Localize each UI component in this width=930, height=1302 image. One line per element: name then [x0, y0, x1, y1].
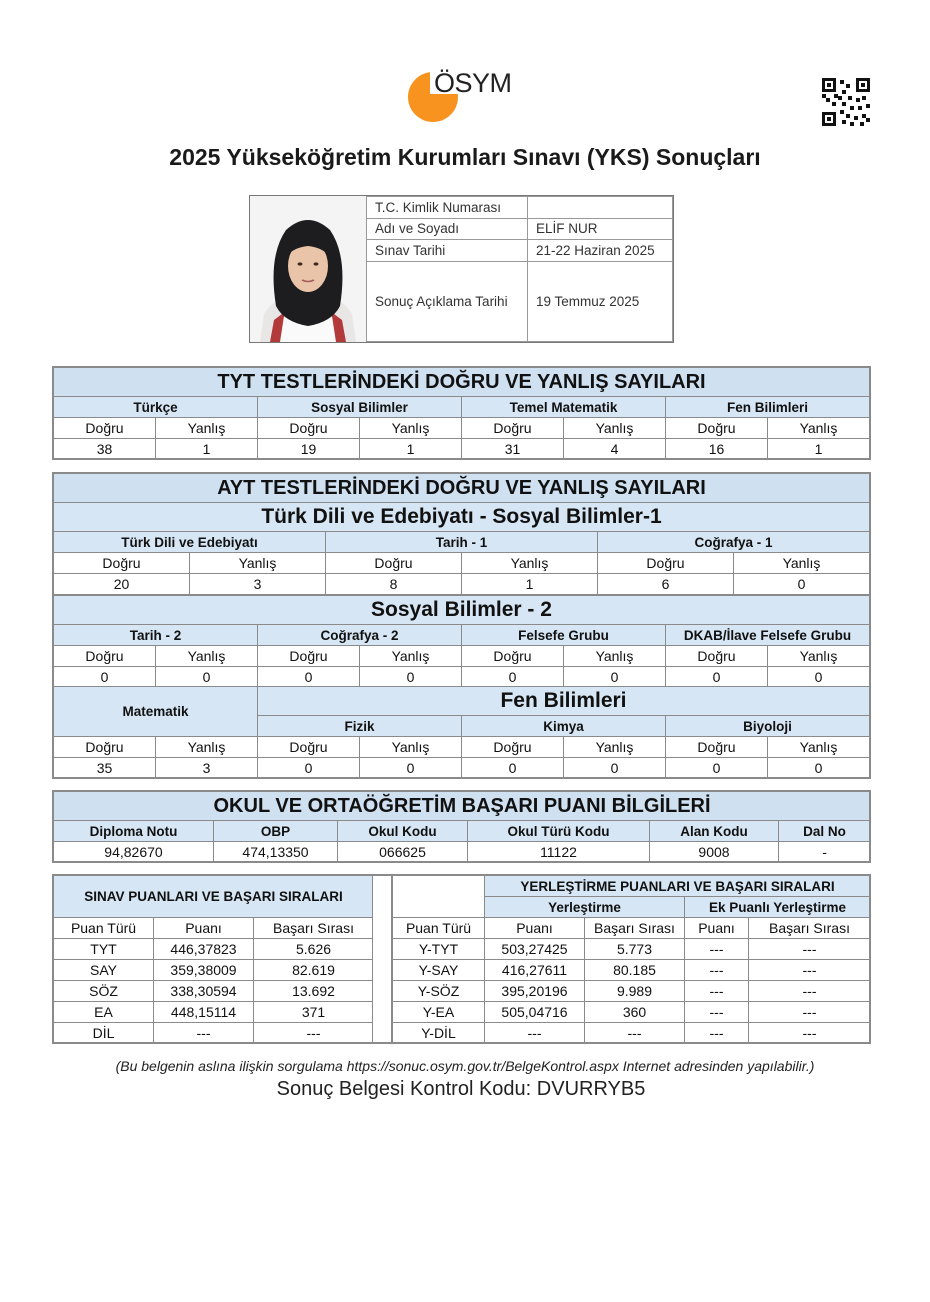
ayt-sos2-table — [53, 595, 870, 688]
extra-rank: --- — [749, 939, 871, 960]
tde-value: 3 — [190, 574, 326, 595]
dogru-label: Doğru — [462, 418, 564, 439]
yanlis-label: Yanlış — [156, 737, 258, 758]
yanlis-label: Yanlış — [564, 737, 666, 758]
logo-text: ÖSYM — [434, 68, 512, 98]
mat-title: Matematik — [54, 687, 258, 737]
tyt-title: TYT TESTLERİNDEKİ DOĞRU VE YANLIŞ SAYILARI — [54, 368, 870, 397]
fen-subject: Kimya — [462, 716, 666, 737]
score-rank: 5.626 — [254, 939, 374, 960]
tyt-table — [53, 367, 870, 460]
sos2-value: 0 — [156, 667, 258, 688]
tde-value: 20 — [54, 574, 190, 595]
placement-type: Y-TYT — [393, 939, 485, 960]
control-code: Sonuç Belgesi Kontrol Kodu: DVURRYB5 — [276, 1078, 646, 1100]
placement-sub2: Ek Puanlı Yerleştirme — [685, 897, 871, 918]
score-value: 446,37823 — [154, 939, 254, 960]
score-type: SAY — [54, 960, 154, 981]
id-label: T.C. Kimlik Numarası — [367, 197, 528, 219]
scores-title: SINAV PUANLARI VE BAŞARI SIRALARI — [54, 876, 374, 918]
sos2-subject: Coğrafya - 2 — [258, 625, 462, 646]
sos2-value: 0 — [360, 667, 462, 688]
dogru-label: Doğru — [54, 737, 156, 758]
score-rank: 371 — [254, 1002, 374, 1023]
fen-subject: Fizik — [258, 716, 462, 737]
table-row — [393, 960, 871, 981]
mf-value: 0 — [258, 758, 360, 779]
school-code-value: 066625 — [338, 842, 468, 863]
exam-date-label: Sınav Tarihi — [367, 240, 528, 262]
table-row — [54, 1002, 374, 1023]
yanlis-label: Yanlış — [734, 553, 870, 574]
identity-box — [249, 195, 674, 343]
identity-row — [367, 197, 673, 219]
tyt-subject: Temel Matematik — [462, 397, 666, 418]
score-type: TYT — [54, 939, 154, 960]
exam-scores-table — [53, 875, 374, 1044]
score-value: 359,38009 — [154, 960, 254, 981]
identity-row — [367, 262, 673, 342]
yanlis-label: Yanlış — [768, 646, 870, 667]
table-row — [393, 981, 871, 1002]
dogru-label: Doğru — [598, 553, 734, 574]
extra-value: --- — [685, 960, 749, 981]
obp-header: Okul Türü Kodu — [468, 821, 650, 842]
result-date-value: 19 Temmuz 2025 — [528, 262, 673, 342]
dogru-label: Doğru — [258, 418, 360, 439]
tde-value: 0 — [734, 574, 870, 595]
placement-sub1: Yerleştirme — [485, 897, 685, 918]
placement-rank: --- — [585, 1023, 685, 1044]
mf-value: 3 — [156, 758, 258, 779]
table-row — [393, 1023, 871, 1044]
score-value: 338,30594 — [154, 981, 254, 1002]
tde-subject: Türk Dili ve Edebiyatı — [54, 532, 326, 553]
table-row — [54, 1023, 374, 1044]
placement-header: Başarı Sırası — [749, 918, 871, 939]
diploma-value: 94,82670 — [54, 842, 214, 863]
sos2-value: 0 — [666, 667, 768, 688]
placement-title: YERLEŞTİRME PUANLARI VE BAŞARI SIRALARI — [485, 876, 871, 897]
placement-header: Başarı Sırası — [585, 918, 685, 939]
tyt-value: 38 — [54, 439, 156, 460]
mf-value: 0 — [564, 758, 666, 779]
score-value: --- — [154, 1023, 254, 1044]
mf-value: 0 — [768, 758, 870, 779]
sos2-value: 0 — [258, 667, 360, 688]
placement-rank: 5.773 — [585, 939, 685, 960]
mf-value: 35 — [54, 758, 156, 779]
yanlis-label: Yanlış — [156, 646, 258, 667]
yanlis-label: Yanlış — [360, 418, 462, 439]
yanlis-label: Yanlış — [360, 646, 462, 667]
tyt-value: 4 — [564, 439, 666, 460]
dogru-label: Doğru — [326, 553, 462, 574]
ayt-title: AYT TESTLERİNDEKİ DOĞRU VE YANLIŞ SAYILARI — [54, 474, 870, 503]
yanlis-label: Yanlış — [156, 418, 258, 439]
branch-value: - — [779, 842, 871, 863]
obp-header: Dal No — [779, 821, 871, 842]
candidate-photo — [250, 196, 367, 342]
sos2-value: 0 — [54, 667, 156, 688]
exam-date-value: 21-22 Haziran 2025 — [528, 240, 673, 262]
obp-header: Diploma Notu — [54, 821, 214, 842]
placement-type: Y-DİL — [393, 1023, 485, 1044]
obp-table — [53, 791, 871, 863]
scores-header: Puanı — [154, 918, 254, 939]
mf-value: 0 — [360, 758, 462, 779]
sos2-value: 0 — [564, 667, 666, 688]
tde-subject: Tarih - 1 — [326, 532, 598, 553]
placement-header: Puan Türü — [393, 918, 485, 939]
dogru-label: Doğru — [54, 418, 156, 439]
tde-title: Türk Dili ve Edebiyatı - Sosyal Bilimler-1 — [54, 503, 870, 532]
scores-header: Puan Türü — [54, 918, 154, 939]
obp-value: 474,13350 — [214, 842, 338, 863]
obp-header: Alan Kodu — [650, 821, 779, 842]
tyt-value: 1 — [768, 439, 870, 460]
placement-value: 395,20196 — [485, 981, 585, 1002]
dogru-label: Doğru — [462, 737, 564, 758]
extra-value: --- — [685, 981, 749, 1002]
osym-logo — [408, 68, 518, 124]
fen-subject: Biyoloji — [666, 716, 870, 737]
extra-value: --- — [685, 1023, 749, 1044]
placement-header: Puanı — [485, 918, 585, 939]
identity-row — [367, 240, 673, 262]
dogru-label: Doğru — [54, 646, 156, 667]
placement-value: 416,27611 — [485, 960, 585, 981]
extra-value: --- — [685, 939, 749, 960]
dogru-label: Doğru — [258, 737, 360, 758]
placement-header: Puanı — [685, 918, 749, 939]
ayt-tde-table — [53, 473, 870, 595]
tyt-subject: Sosyal Bilimler — [258, 397, 462, 418]
school-type-value: 11122 — [468, 842, 650, 863]
yanlis-label: Yanlış — [768, 737, 870, 758]
tde-subject: Coğrafya - 1 — [598, 532, 870, 553]
table-row — [393, 1002, 871, 1023]
yanlis-label: Yanlış — [768, 418, 870, 439]
obp-header: Okul Kodu — [338, 821, 468, 842]
sos2-subject: DKAB/İlave Felsefe Grubu — [666, 625, 870, 646]
mf-value: 0 — [666, 758, 768, 779]
tyt-value: 19 — [258, 439, 360, 460]
qr-code-icon — [822, 78, 870, 126]
dogru-label: Doğru — [666, 418, 768, 439]
placement-value: --- — [485, 1023, 585, 1044]
dogru-label: Doğru — [258, 646, 360, 667]
table-row — [54, 939, 374, 960]
extra-rank: --- — [749, 981, 871, 1002]
result-date-label: Sonuç Açıklama Tarihi — [367, 262, 528, 342]
name-value: ELİF NUR — [528, 218, 673, 240]
dogru-label: Doğru — [54, 553, 190, 574]
extra-rank: --- — [749, 960, 871, 981]
placement-value: 503,27425 — [485, 939, 585, 960]
tde-value: 8 — [326, 574, 462, 595]
extra-rank: --- — [749, 1023, 871, 1044]
yanlis-label: Yanlış — [360, 737, 462, 758]
placement-scores-table — [392, 875, 871, 1044]
tde-value: 1 — [462, 574, 598, 595]
table-row — [54, 981, 374, 1002]
identity-table — [366, 196, 673, 342]
extra-value: --- — [685, 1002, 749, 1023]
extra-rank: --- — [749, 1002, 871, 1023]
score-type: DİL — [54, 1023, 154, 1044]
ayt-mf-table — [53, 686, 870, 779]
obp-header: OBP — [214, 821, 338, 842]
mf-value: 0 — [462, 758, 564, 779]
tde-value: 6 — [598, 574, 734, 595]
tyt-value: 1 — [156, 439, 258, 460]
dogru-label: Doğru — [462, 646, 564, 667]
score-type: EA — [54, 1002, 154, 1023]
yanlis-label: Yanlış — [462, 553, 598, 574]
placement-rank: 9.989 — [585, 981, 685, 1002]
score-rank: --- — [254, 1023, 374, 1044]
tyt-subject: Fen Bilimleri — [666, 397, 870, 418]
yanlis-label: Yanlış — [564, 646, 666, 667]
sos2-value: 0 — [768, 667, 870, 688]
page-title: 2025 Yükseköğretim Kurumları Sınavı (YKS) Sonuçları — [169, 144, 761, 170]
score-type: SÖZ — [54, 981, 154, 1002]
tyt-value: 16 — [666, 439, 768, 460]
id-value — [528, 197, 673, 219]
fen-title: Fen Bilimleri — [258, 687, 870, 716]
identity-row — [367, 218, 673, 240]
score-value: 448,15114 — [154, 1002, 254, 1023]
tyt-subject: Türkçe — [54, 397, 258, 418]
obp-title: OKUL VE ORTAÖĞRETİM BAŞARI PUANI BİLGİLERİ — [54, 792, 871, 821]
placement-type: Y-SÖZ — [393, 981, 485, 1002]
table-row — [393, 939, 871, 960]
verification-note: (Bu belgenin aslına ilişkin sorgulama https://sonuc.osym.gov.tr/BelgeKontrol.aspx Internet adresinden yapılabilir.) — [115, 1058, 815, 1074]
table-row — [54, 960, 374, 981]
yanlis-label: Yanlış — [190, 553, 326, 574]
score-rank: 13.692 — [254, 981, 374, 1002]
placement-type: Y-SAY — [393, 960, 485, 981]
placement-value: 505,04716 — [485, 1002, 585, 1023]
dogru-label: Doğru — [666, 646, 768, 667]
placement-rank: 360 — [585, 1002, 685, 1023]
scores-header: Başarı Sırası — [254, 918, 374, 939]
field-code-value: 9008 — [650, 842, 779, 863]
table-separator — [372, 874, 392, 1043]
tyt-value: 1 — [360, 439, 462, 460]
placement-type: Y-EA — [393, 1002, 485, 1023]
sos2-subject: Tarih - 2 — [54, 625, 258, 646]
yanlis-label: Yanlış — [564, 418, 666, 439]
sos2-title: Sosyal Bilimler - 2 — [54, 596, 870, 625]
sos2-value: 0 — [462, 667, 564, 688]
score-rank: 82.619 — [254, 960, 374, 981]
name-label: Adı ve Soyadı — [367, 218, 528, 240]
placement-rank: 80.185 — [585, 960, 685, 981]
sos2-subject: Felsefe Grubu — [462, 625, 666, 646]
tyt-value: 31 — [462, 439, 564, 460]
dogru-label: Doğru — [666, 737, 768, 758]
